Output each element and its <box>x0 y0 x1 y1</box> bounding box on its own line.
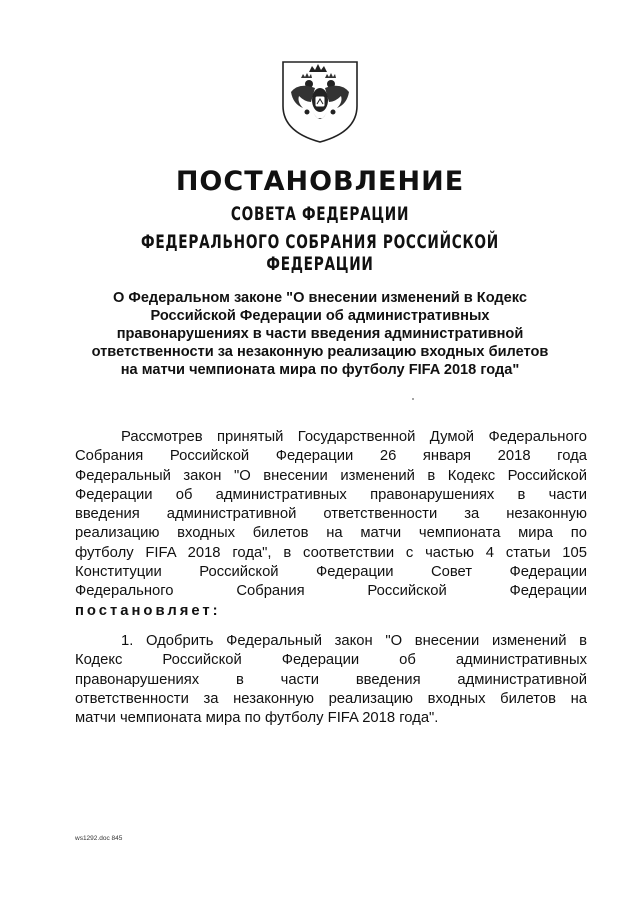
document-subtitle-assembly: ФЕДЕРАЛЬНОГО СОБРАНИЯ РОССИЙСКОЙ ФЕДЕРАЦИИ <box>141 231 499 275</box>
paragraph-line: Федерального Собрания Российской Федерации <box>75 583 587 600</box>
paragraph-line: введения административной ответственности за незаконную <box>75 506 587 523</box>
paragraph-line: 1. Одобрить Федеральный закон "О внесении изменений в <box>121 633 587 649</box>
paragraph-line: Конституции Российской Федерации Совет Федерации <box>75 564 587 581</box>
resolution-heading <box>70 289 570 379</box>
paragraph-line: реализацию входных билетов на матчи чемпионата мира по <box>75 525 587 542</box>
coat-of-arms-emblem <box>279 58 361 144</box>
paragraph-line: ответственности за незаконную реализацию входных билетов на <box>75 690 587 707</box>
preamble-paragraph <box>75 428 587 621</box>
paragraph-line: Федерации об административных правонарушениях в части <box>75 486 587 503</box>
document-file-code: ws1292.doc 845 <box>75 835 123 842</box>
document-title: ПОСТАНОВЛЕНИЕ <box>175 166 465 197</box>
scan-speck <box>412 398 414 400</box>
paragraph-line: футболу FIFA 2018 года", в соответствии с частью 4 статьи 105 <box>75 544 587 561</box>
paragraph-line: правонарушениях в части введения административной <box>75 671 587 688</box>
document-subtitle-council: СОВЕТА ФЕДЕРАЦИИ <box>230 203 410 225</box>
heading-line: правонарушениях в части введения административной <box>116 326 524 342</box>
paragraph-line: Федеральный закон "О внесении изменений в Кодекс Российской <box>75 467 587 484</box>
paragraph-line: Кодекс Российской Федерации об административных <box>75 652 587 669</box>
heading-line: Российской Федерации об административных <box>150 308 490 324</box>
decision-paragraph <box>75 632 587 728</box>
heading-line: на матчи чемпионата мира по футболу FIFA 2018 года" <box>120 362 520 378</box>
decree-verb <box>75 602 587 621</box>
paragraph-line: матчи чемпионата мира по футболу FIFA 2018 года". <box>75 710 439 727</box>
paragraph-line: Рассмотрев принятый Государственной Думой Федерального <box>121 429 587 445</box>
decree-verb-text: постановляет: <box>75 602 221 619</box>
paragraph-line: Собрания Российской Федерации 26 января 2018 года <box>75 448 587 465</box>
heading-line: ответственности за незаконную реализацию входных билетов <box>91 344 549 360</box>
heading-line: О Федеральном законе "О внесении изменений в Кодекс <box>112 290 528 306</box>
